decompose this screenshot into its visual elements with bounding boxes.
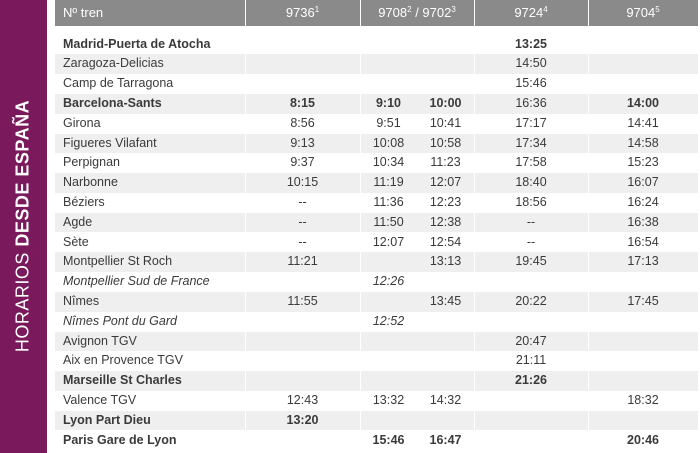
table-row [55,252,698,272]
time-cell-9704: 16:07 [627,175,659,190]
header-footnote: 2 [407,5,412,14]
table-row [55,272,698,292]
time-cell-9724: 19:45 [515,254,547,269]
header-train-num: 9736 [285,5,315,20]
time-cell-9702: 10:00 [429,95,462,110]
time-cell-9736 [245,54,360,74]
time-cell-9702: 10:58 [429,135,462,150]
time-cell-9736: 11:55 [287,293,318,308]
time-cell-9724: 18:40 [515,175,547,190]
station-cell: Marseille St Charles [63,373,182,388]
time-cell-9702: 16:47 [429,432,462,447]
time-cell-9704 [588,54,698,74]
station-cell: Perpignan [63,155,120,170]
table-row [55,351,698,371]
time-cell-9736 [245,35,360,55]
time-cell-9708: 13:32 [372,392,405,407]
header-footnote: 5 [655,5,660,14]
header-train-num: 9708 [378,5,408,20]
time-cell-9708 [360,252,417,272]
station-cell: Avignon TGV [63,333,137,348]
time-cell-9704 [588,272,698,292]
time-cell-9702: 12:38 [429,214,462,229]
time-cell-9708: 12:07 [372,234,405,249]
time-cell-9704: 20:46 [627,432,659,447]
station-cell: Béziers [63,194,105,209]
time-cell-9724: 15:46 [515,76,547,91]
time-cell-9708: 10:34 [372,155,405,170]
time-cell-9708 [360,35,417,55]
column-divider [474,0,475,453]
time-cell-9736: -- [298,234,307,249]
header-train-9736 [245,0,360,26]
time-cell-9704: 16:54 [627,234,659,249]
table-row [55,173,698,193]
time-cell-9736: -- [298,194,307,209]
side-title [13,100,34,352]
time-cell-9702: 13:13 [429,254,462,269]
time-cell-9736: 9:37 [290,155,315,170]
time-cell-9724: 16:36 [515,95,547,110]
time-cell-9736 [245,272,360,292]
table-row [55,94,698,114]
time-cell-9736: 8:56 [290,115,315,130]
station-cell: Nîmes [63,293,100,308]
side-title-light: HORARIOS [12,246,33,353]
table-row [55,35,698,55]
station-cell: Aix en Provence TGV [63,353,183,368]
time-cell-9736: 10:15 [286,175,319,190]
time-cell-9724 [474,272,588,292]
time-cell-9724: -- [526,234,536,249]
time-cell-9702 [417,351,474,371]
side-band [0,0,47,453]
side-title-bold: DESDE ESPAÑA [12,99,33,247]
time-cell-9736 [245,371,360,391]
table-row [55,312,698,332]
header-train-9708-9702 [360,0,474,26]
time-cell-9708: 10:08 [372,135,405,150]
header-footnote: 3 [451,5,456,14]
time-cell-9704: 16:38 [627,214,659,229]
station-cell: Lyon Part Dieu [63,412,151,427]
column-divider [360,0,361,453]
table-row [55,233,698,253]
time-cell-9708 [360,411,417,431]
time-cell-9736 [245,351,360,371]
time-cell-9736: 9:13 [290,135,315,150]
time-cell-9704: 18:32 [627,392,659,407]
time-cell-9708: 15:46 [372,432,405,447]
station-cell: Montpellier St Roch [63,254,173,269]
station-cell: Sète [63,234,89,249]
station-cell: Montpellier Sud de France [63,274,210,289]
station-cell: Madrid-Puerta de Atocha [63,36,211,51]
time-cell-9724: 18:56 [515,194,547,209]
time-cell-9702: 12:23 [429,194,462,209]
time-cell-9708: 12:52 [372,313,405,328]
time-cell-9704 [588,332,698,352]
header-station: Nº tren [63,5,104,20]
table-row [55,114,698,134]
header-train-num: 9724 [514,5,544,20]
table-row [55,213,698,233]
table-row [55,391,698,411]
time-cell-9704 [588,371,698,391]
time-cell-9736 [245,312,360,332]
time-cell-9704: 17:13 [627,254,659,269]
time-cell-9704: 14:58 [627,135,659,150]
table-row [55,431,698,451]
table-row [55,153,698,173]
time-cell-9724: 21:11 [515,353,547,368]
table-row [55,332,698,352]
time-cell-9704: 14:00 [627,95,659,110]
time-cell-9702 [417,332,474,352]
time-cell-9736: 8:15 [289,95,316,110]
station-cell: Barcelona-Sants [63,95,162,110]
time-cell-9724: 20:47 [515,333,547,348]
time-cell-9704 [588,411,698,431]
time-cell-9708: 11:36 [373,194,404,209]
time-cell-9708: 11:19 [373,175,404,190]
header-train-9724 [474,0,588,26]
time-cell-9724: -- [526,214,536,229]
time-cell-9736 [245,332,360,352]
station-cell: Girona [63,115,101,130]
time-cell-9724 [474,431,588,451]
time-cell-9724: 17:17 [515,115,547,130]
time-cell-9708 [360,74,417,94]
time-cell-9702 [417,74,474,94]
time-cell-9708 [360,54,417,74]
time-cell-9724: 17:58 [515,155,547,170]
header-train-num: 9704 [626,5,656,20]
table-row [55,134,698,154]
table-row [55,411,698,431]
time-cell-9702: 12:07 [429,175,462,190]
station-cell: Valence TGV [63,392,137,407]
time-cell-9708: 11:50 [373,214,404,229]
time-cell-9702 [417,312,474,332]
table-row [55,292,698,312]
time-cell-9724: 21:26 [515,373,547,388]
time-cell-9702: 10:41 [429,115,462,130]
time-cell-9708: 9:10 [375,95,402,110]
time-cell-9724 [474,391,588,411]
time-cell-9702 [417,54,474,74]
header-footnote: 1 [314,5,320,14]
time-cell-9736: -- [298,214,307,229]
table-row [55,193,698,213]
time-cell-9736: 13:20 [286,412,319,427]
station-cell: Narbonne [63,175,118,190]
time-cell-9702 [417,272,474,292]
time-cell-9702: 11:23 [430,155,461,170]
header-train-num: 9702 [422,5,452,20]
time-cell-9702 [417,411,474,431]
station-cell: Nîmes Pont du Gard [63,313,177,328]
time-cell-9702: 13:45 [429,293,462,308]
time-cell-9708 [360,292,417,312]
table-row [55,371,698,391]
time-cell-9736: 11:21 [287,254,318,269]
header-separator: / [411,5,423,20]
timetable [55,0,698,453]
time-cell-9736: 12:43 [286,392,319,407]
time-cell-9724: 14:50 [515,56,547,71]
time-cell-9708: 12:26 [372,274,405,289]
time-cell-9702 [417,35,474,55]
time-cell-9724: 13:25 [515,36,547,51]
table-row [55,54,698,74]
header-footnote: 4 [543,5,548,14]
column-divider [245,0,246,453]
time-cell-9702 [417,371,474,391]
station-cell: Camp de Tarragona [63,76,174,91]
time-cell-9736 [245,431,360,451]
time-cell-9724: 17:34 [515,135,547,150]
time-cell-9702: 12:54 [429,234,462,249]
column-divider [588,0,589,453]
station-cell: Figueres Vilafant [63,135,157,150]
time-cell-9704: 16:24 [627,194,659,209]
time-cell-9708: 9:51 [376,115,401,130]
time-cell-9724 [474,411,588,431]
time-cell-9708 [360,371,417,391]
time-cell-9704 [588,74,698,94]
time-cell-9724 [474,312,588,332]
time-cell-9724: 20:22 [515,293,547,308]
header-train-9704 [588,0,698,26]
time-cell-9704: 17:45 [627,293,659,308]
station-cell: Zaragoza-Delicias [63,56,164,71]
table-header [55,0,698,26]
time-cell-9704 [588,312,698,332]
time-cell-9702: 14:32 [429,392,462,407]
station-cell: Agde [63,214,93,229]
time-cell-9708 [360,332,417,352]
time-cell-9704 [588,35,698,55]
time-cell-9704 [588,351,698,371]
time-cell-9736 [245,74,360,94]
time-cell-9704: 15:23 [627,155,659,170]
table-row [55,74,698,94]
time-cell-9704: 14:41 [627,115,659,130]
station-cell: Paris Gare de Lyon [63,432,177,447]
time-cell-9708 [360,351,417,371]
